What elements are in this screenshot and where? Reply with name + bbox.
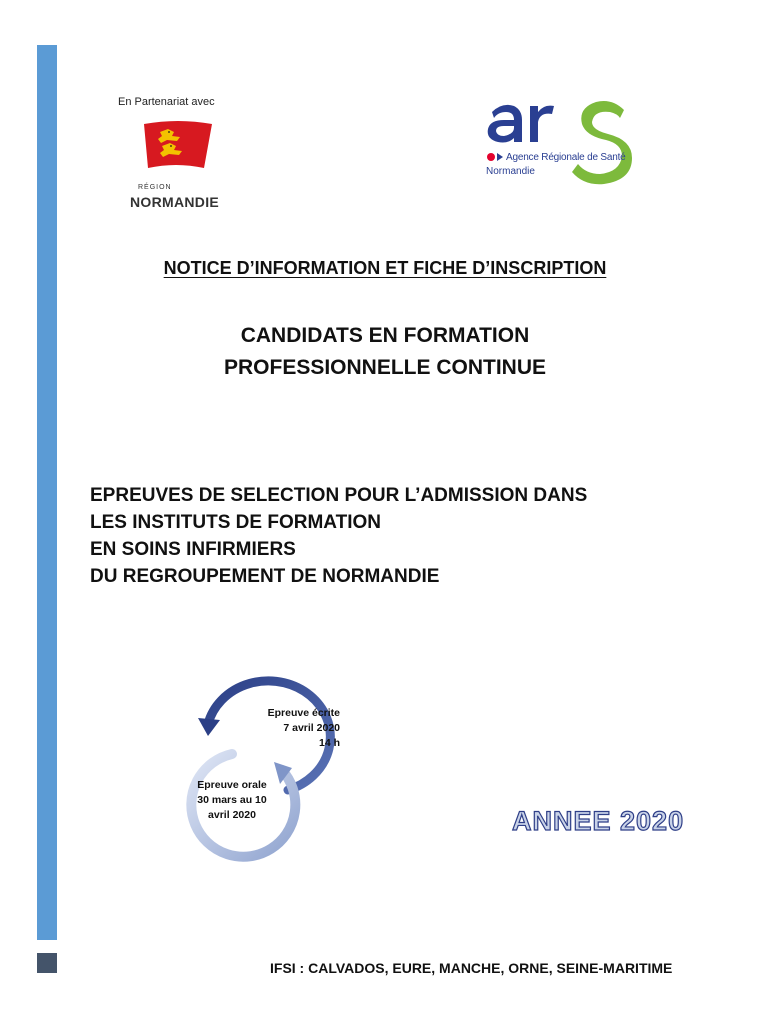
ars-region-text: Normandie: [486, 166, 535, 177]
orale-line-3: avril 2020: [208, 809, 256, 821]
epreuves-heading: [90, 482, 587, 590]
ars-logo-block: [482, 96, 652, 192]
ars-logo-icon: [482, 96, 652, 192]
candidats-heading: [0, 320, 770, 384]
partner-block: [118, 96, 238, 210]
orale-line-2: 30 mars au 10: [197, 794, 267, 806]
epreuves-line-4: DU REGROUPEMENT DE NORMANDIE: [90, 566, 440, 587]
region-normandie-logo: [124, 116, 224, 210]
epreuves-line-3: EN SOINS INFIRMIERS: [90, 539, 296, 560]
ecrite-line-1: Epreuve écrite: [267, 707, 340, 719]
annee-label: ANNEE 2020: [512, 806, 685, 836]
notice-title: [0, 258, 770, 279]
side-accent-bar: [37, 45, 57, 940]
notice-title-text: NOTICE D’INFORMATION ET FICHE D’INSCRIPTION: [163, 258, 607, 278]
exam-cycle-diagram: [168, 666, 348, 862]
region-big-text: NORMANDIE: [130, 194, 220, 210]
ecrite-line-2: 7 avril 2020: [283, 722, 340, 734]
footer-ifsi: IFSI : CALVADOS, EURE, MANCHE, ORNE, SEINE-MARITIME: [270, 960, 673, 976]
epreuve-ecrite-label: [220, 706, 340, 751]
region-small-text: RÉGION: [138, 184, 172, 191]
normandy-lions-flag-icon: [138, 120, 218, 172]
ars-agency-text: Agence Régionale de Santé: [506, 152, 626, 163]
side-accent-square: [37, 953, 57, 973]
candidats-line-1: CANDIDATS EN FORMATION: [240, 324, 530, 347]
cycle-arrows-icon: [168, 666, 348, 862]
candidats-line-2: PROFESSIONNELLE CONTINUE: [223, 356, 547, 379]
ecrite-line-3: 14 h: [318, 737, 340, 749]
epreuve-orale-label: [182, 778, 282, 823]
epreuves-line-2: LES INSTITUTS DE FORMATION: [90, 512, 381, 533]
epreuves-line-1: EPREUVES DE SELECTION POUR L’ADMISSION DANS: [90, 485, 588, 506]
partner-text: En Partenariat avec: [118, 96, 215, 108]
orale-line-1: Epreuve orale: [197, 779, 267, 791]
